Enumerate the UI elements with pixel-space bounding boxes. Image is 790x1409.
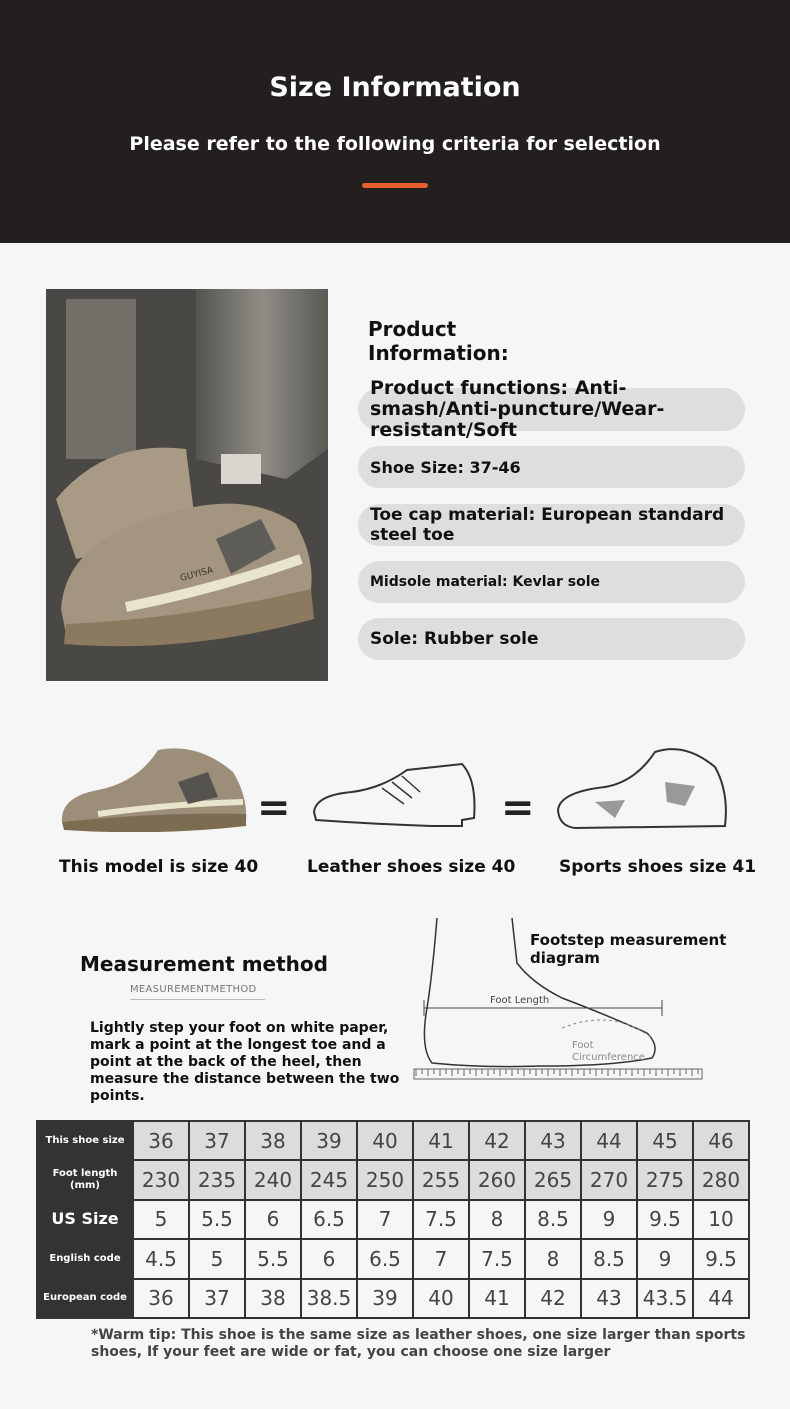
size-table-cell: 7 <box>413 1239 469 1278</box>
size-table-cell: 45 <box>637 1121 693 1160</box>
foot-diagram-caption: Footstep measurement diagram <box>530 931 727 967</box>
size-table-cell: 5.5 <box>189 1200 245 1239</box>
size-table-cell: 43 <box>525 1121 581 1160</box>
size-table-cell: 250 <box>357 1160 413 1199</box>
info-functions-text: Product functions: Anti-smash/Anti-puncture/Wear-resistant/Soft <box>370 377 665 441</box>
size-table-cell: 43.5 <box>637 1279 693 1318</box>
size-table-row <box>37 1279 749 1318</box>
foot-measurement-diagram <box>412 918 704 1086</box>
size-table-row <box>37 1160 749 1199</box>
size-table-row-header: US Size <box>37 1200 133 1239</box>
size-table-cell: 6 <box>301 1239 357 1278</box>
accent-bar <box>362 183 428 188</box>
compare-label-model: This model is size 40 <box>59 857 259 877</box>
size-table-row <box>37 1121 749 1160</box>
info-size-text: Shoe Size: 37-46 <box>370 457 521 477</box>
size-table-cell: 8 <box>525 1239 581 1278</box>
measurement-title: Measurement method <box>80 952 328 976</box>
size-table-cell: 38 <box>245 1279 301 1318</box>
page-title: Size Information <box>269 72 521 103</box>
measurement-description: Lightly step your foot on white paper, mark a point at the longest toe and a point at the back of the heel, then measure the distance between the two points. <box>90 1020 400 1104</box>
size-table-cell: 37 <box>189 1121 245 1160</box>
equals-sign-2: = <box>501 785 535 831</box>
info-pill-toe-cap <box>358 504 745 546</box>
size-table-cell: 44 <box>581 1121 637 1160</box>
size-table-row <box>37 1239 749 1278</box>
size-table-cell: 36 <box>133 1121 189 1160</box>
product-photo <box>46 289 328 681</box>
info-sole-text: Sole: Rubber sole <box>370 629 539 649</box>
shoe-photo-illustration <box>46 289 328 681</box>
size-table-cell: 41 <box>413 1121 469 1160</box>
size-table-cell: 41 <box>469 1279 525 1318</box>
size-table-cell: 275 <box>637 1160 693 1199</box>
info-pill-functions <box>358 377 745 441</box>
sports-shoe-icon <box>555 742 730 834</box>
size-table-row-header: Foot length (mm) <box>37 1160 133 1199</box>
compare-label-leather: Leather shoes size 40 <box>307 857 516 877</box>
size-table-cell: 265 <box>525 1160 581 1199</box>
size-table-row-header: European code <box>37 1279 133 1318</box>
size-table-row-header: English code <box>37 1239 133 1278</box>
size-table-cell: 5.5 <box>245 1239 301 1278</box>
size-chart-table <box>36 1120 750 1319</box>
size-table-cell: 4.5 <box>133 1239 189 1278</box>
leather-shoe-icon <box>312 760 480 830</box>
size-table-cell: 40 <box>357 1121 413 1160</box>
size-table-row-header: This shoe size <box>37 1121 133 1160</box>
page-subtitle: Please refer to the following criteria for selection <box>129 133 661 155</box>
info-pill-size <box>358 446 745 488</box>
info-toe-cap-text: Toe cap material: European standard steel toe <box>370 505 725 545</box>
size-table-cell: 240 <box>245 1160 301 1199</box>
foot-circumference-label-2: Circumference <box>572 1052 645 1063</box>
size-table-cell: 8 <box>469 1200 525 1239</box>
header-banner <box>0 0 790 243</box>
size-table-cell: 260 <box>469 1160 525 1199</box>
size-table-cell: 40 <box>413 1279 469 1318</box>
size-table-cell: 42 <box>525 1279 581 1318</box>
info-pill-sole <box>358 618 745 660</box>
size-table-cell: 9.5 <box>693 1239 749 1278</box>
size-table-cell: 5 <box>189 1239 245 1278</box>
size-table-cell: 230 <box>133 1160 189 1199</box>
foot-length-label: Foot Length <box>490 995 550 1006</box>
brand-text-on-shoe: GUYISA <box>179 565 215 584</box>
info-pill-midsole <box>358 561 745 603</box>
foot-circumference-label-1: Foot <box>572 1040 594 1051</box>
size-table-cell: 38.5 <box>301 1279 357 1318</box>
equals-sign-1: = <box>257 785 291 831</box>
size-table-cell: 46 <box>693 1121 749 1160</box>
measurement-subtitle: MEASUREMENTMETHOD <box>130 984 265 1000</box>
size-table-cell: 8.5 <box>581 1239 637 1278</box>
size-table-cell: 38 <box>245 1121 301 1160</box>
size-table-cell: 39 <box>357 1279 413 1318</box>
size-table-cell: 44 <box>693 1279 749 1318</box>
compare-label-sports: Sports shoes size 41 <box>559 857 757 877</box>
size-table-cell: 9.5 <box>637 1200 693 1239</box>
size-table-cell: 5 <box>133 1200 189 1239</box>
size-table-cell: 7.5 <box>469 1239 525 1278</box>
size-table-cell: 43 <box>581 1279 637 1318</box>
product-info-title: Product Information: <box>368 317 509 365</box>
size-table-cell: 7.5 <box>413 1200 469 1239</box>
size-table-cell: 6 <box>245 1200 301 1239</box>
size-table-cell: 270 <box>581 1160 637 1199</box>
size-table-cell: 235 <box>189 1160 245 1199</box>
size-table-cell: 280 <box>693 1160 749 1199</box>
size-table-cell: 36 <box>133 1279 189 1318</box>
size-table-cell: 7 <box>357 1200 413 1239</box>
size-table-cell: 9 <box>581 1200 637 1239</box>
model-shoe-icon <box>58 742 250 832</box>
size-table-cell: 245 <box>301 1160 357 1199</box>
size-table-cell: 10 <box>693 1200 749 1239</box>
size-table-cell: 6.5 <box>301 1200 357 1239</box>
size-table-cell: 9 <box>637 1239 693 1278</box>
info-midsole-text: Midsole material: Kevlar sole <box>370 574 601 590</box>
size-table-cell: 37 <box>189 1279 245 1318</box>
warm-tip: *Warm tip: This shoe is the same size as leather shoes, one size larger than sports shoes, If your feet are wide or fat, you can choose one size larger <box>91 1327 746 1360</box>
size-table-row <box>37 1200 749 1239</box>
size-table-cell: 39 <box>301 1121 357 1160</box>
size-table-cell: 42 <box>469 1121 525 1160</box>
size-table-cell: 6.5 <box>357 1239 413 1278</box>
size-table-cell: 255 <box>413 1160 469 1199</box>
size-table-cell: 8.5 <box>525 1200 581 1239</box>
